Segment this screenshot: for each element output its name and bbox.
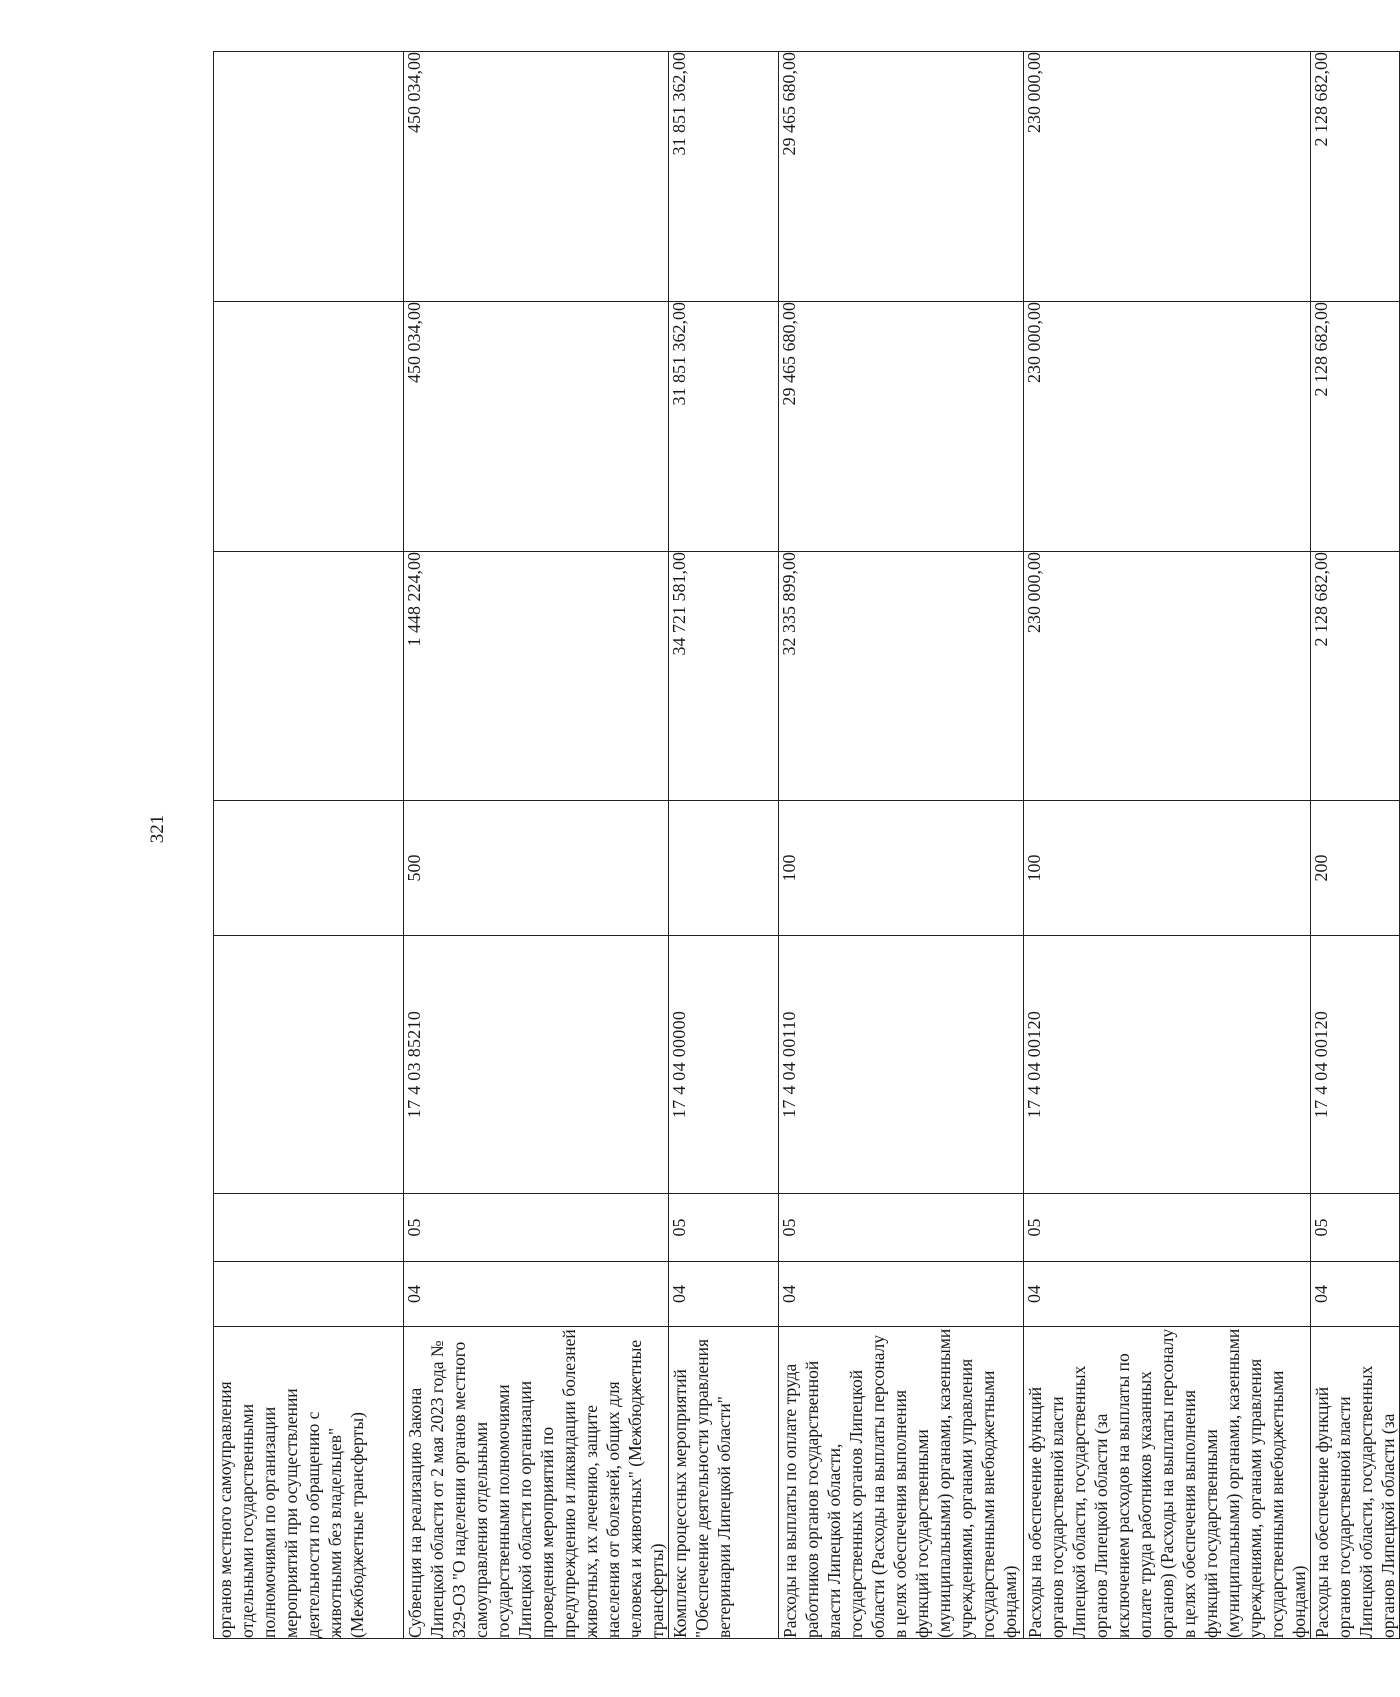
amount-3-cell: 29 465 680,00 — [779, 52, 1024, 302]
table-row — [404, 52, 669, 1639]
expense-type-cell — [669, 801, 779, 936]
table-row — [1024, 52, 1311, 1639]
subsection-cell: 05 — [669, 1194, 779, 1262]
table-row — [669, 52, 779, 1639]
amount-1-cell: 1 448 224,00 — [404, 552, 669, 801]
amount-3-cell: 31 851 362,00 — [669, 52, 779, 302]
section-cell: 04 — [669, 1262, 779, 1327]
amount-2-cell: 2 128 682,00 — [1311, 302, 1400, 552]
row-name: Расходы на выплаты по оплате труда работников органов государственной власти Липецкой области, государственных органов Липецкой области (Расходы на выплаты персоналу в целях обеспечения выполнения функций государственными (муниципальными) органами, казенными учреждениями, органами управления государственными внебюджетными фондами) — [779, 1327, 1024, 1639]
amount-1-cell: 32 335 899,00 — [779, 552, 1024, 801]
amount-1-cell: 34 721 581,00 — [669, 552, 779, 801]
amount-2-cell: 31 851 362,00 — [669, 302, 779, 552]
rotated-table-area — [143, 52, 1398, 1639]
target-code-cell: 17 4 04 00120 — [1024, 936, 1311, 1194]
target-code-cell: 17 4 04 00120 — [1311, 936, 1400, 1194]
section-cell — [214, 1262, 404, 1327]
row-name: Расходы на обеспечение функций органов государственной власти Липецкой области, государственных органов Липецкой области (за — [1311, 1327, 1400, 1639]
amount-2-cell: 230 000,00 — [1024, 302, 1311, 552]
section-cell: 04 — [1024, 1262, 1311, 1327]
target-code-cell — [214, 936, 404, 1194]
target-code-cell: 17 4 04 00110 — [779, 936, 1024, 1194]
target-code-cell: 17 4 04 00000 — [669, 936, 779, 1194]
amount-1-cell: 2 128 682,00 — [1311, 552, 1400, 801]
amount-1-cell: 230 000,00 — [1024, 552, 1311, 801]
budget-table — [213, 51, 1400, 1639]
target-code-cell: 17 4 03 85210 — [404, 936, 669, 1194]
subsection-cell: 05 — [1024, 1194, 1311, 1262]
row-name: Субвенция на реализацию Закона Липецкой области от 2 мая 2023 года № 329-ОЗ "О наделении органов местного самоуправления отдельными государственными полномочиями Липецкой области по организации проведения мероприятий по предупреждению и ликвидации болезней животных, их лечению, защите населения от болезней, общих для человека и животных" (Межбюджетные трансферты) — [404, 1327, 669, 1639]
page-number: 321 — [147, 814, 168, 844]
subsection-cell: 05 — [779, 1194, 1024, 1262]
amount-3-cell: 230 000,00 — [1024, 52, 1311, 302]
amount-3-cell: 450 034,00 — [404, 52, 669, 302]
amount-3-cell: 2 128 682,00 — [1311, 52, 1400, 302]
amount-2-cell: 450 034,00 — [404, 302, 669, 552]
expense-type-cell: 100 — [779, 801, 1024, 936]
amount-2-cell — [214, 302, 404, 552]
amount-1-cell — [214, 552, 404, 801]
table-row — [779, 52, 1024, 1639]
table-row — [1311, 52, 1400, 1639]
subsection-cell: 05 — [1311, 1194, 1400, 1262]
expense-type-cell — [214, 801, 404, 936]
row-name: Расходы на обеспечение функций органов государственной власти Липецкой области, государственных органов Липецкой области (за исключением расходов на выплаты по оплате труда работников указанных органов) (Расходы на выплаты персоналу в целях обеспечения выполнения функций государственными (муниципальными) органами, казенными учреждениями, органами управления государственными внебюджетными фондами) — [1024, 1327, 1311, 1639]
section-cell: 04 — [1311, 1262, 1400, 1327]
subsection-cell — [214, 1194, 404, 1262]
expense-type-cell: 200 — [1311, 801, 1400, 936]
amount-2-cell: 29 465 680,00 — [779, 302, 1024, 552]
subsection-cell: 05 — [404, 1194, 669, 1262]
row-name: Комплекс процессных мероприятий "Обеспечение деятельности управления ветеринарии Липецкой области" — [669, 1327, 779, 1639]
section-cell: 04 — [779, 1262, 1024, 1327]
row-name: органов местного самоуправления отдельными государственными полномочиями по организации мероприятий при осуществлении деятельности по обращению с животными без владельцев" (Межбюджетные трансферты) — [214, 1327, 404, 1639]
expense-type-cell: 500 — [404, 801, 669, 936]
expense-type-cell: 100 — [1024, 801, 1311, 936]
amount-3-cell — [214, 52, 404, 302]
table-row — [214, 52, 404, 1639]
section-cell: 04 — [404, 1262, 669, 1327]
